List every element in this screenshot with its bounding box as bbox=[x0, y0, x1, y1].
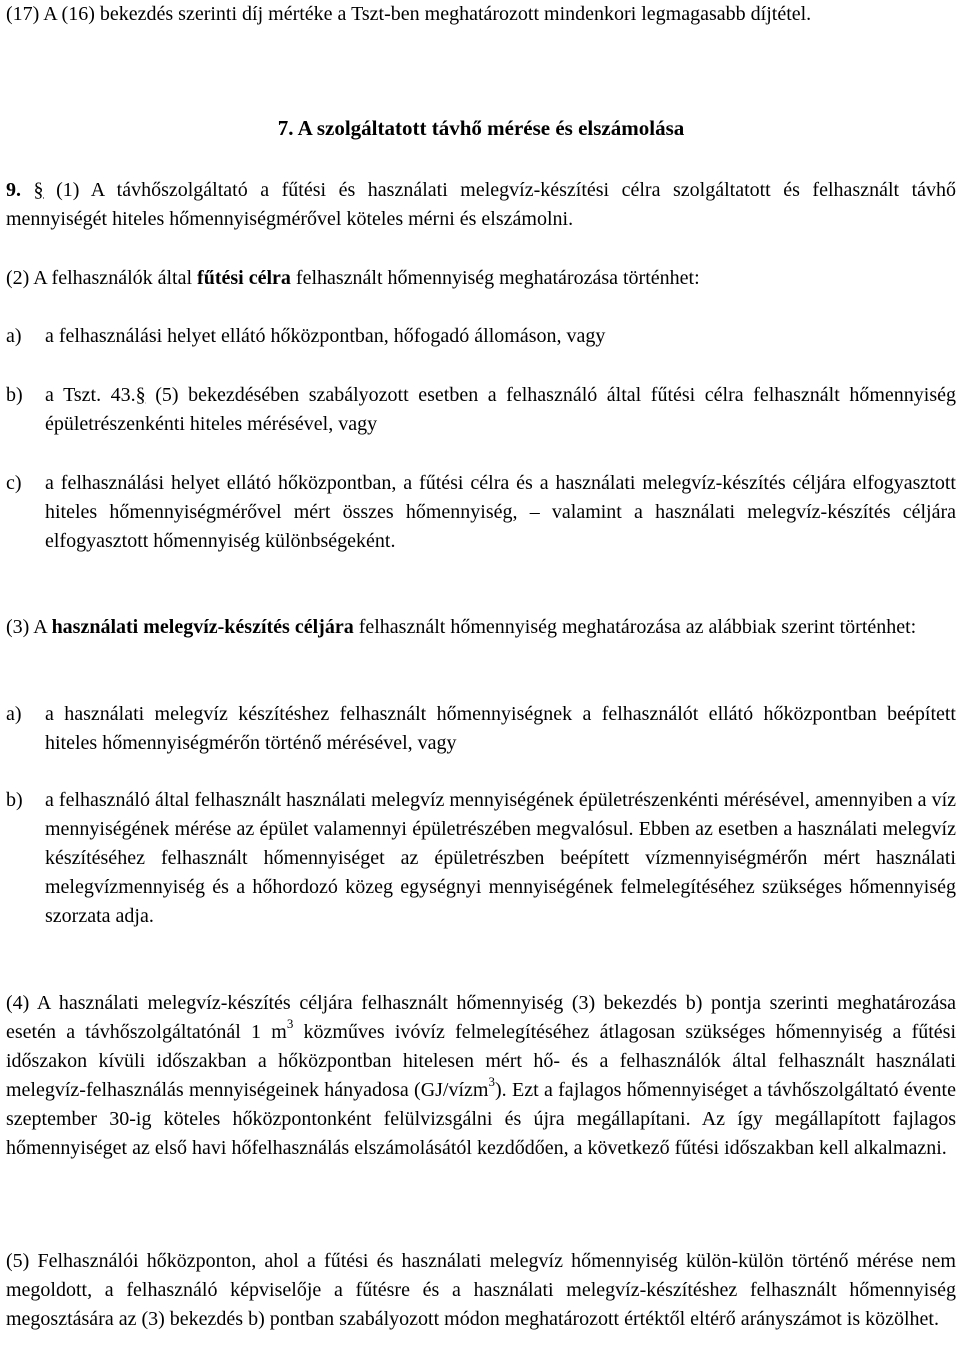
list-item-2c bbox=[6, 469, 956, 556]
paragraph-2-emphasis: fűtési célra bbox=[197, 267, 291, 289]
paragraph-2-suffix: felhasznált hőmennyiség meghatározása történhet: bbox=[295, 267, 700, 289]
paragraph-4-part-3: ). Ezt a fajlagos hőmennyiséget a távhőszolgáltató évente szeptember 30-ig köteles hőközpontonként felülvizsgálni és újra megállapítani. Az így megállapított fajlagos hőmennyiséget az első havi hőfelhasználás elszámolásától kezdődően, a következő fűtési időszakban kell alkalmazni. bbox=[6, 1079, 956, 1159]
list-item-label: c) bbox=[6, 472, 22, 494]
section-9-paragraph-4 bbox=[6, 989, 956, 1163]
section-7-heading: 7. A szolgáltatott távhő mérése és elszámolása bbox=[277, 116, 685, 140]
list-item-text-suffix: (5) bekezdésében szabályozott esetben a felhasználó által fűtési célra felhasznált hőmennyiség épületrészenkénti hiteles mérésével, vagy bbox=[45, 384, 957, 435]
section-9-paragraph-5: (5) Felhasználói hőközponton, ahol a fűtési és használati melegvíz hőmennyiség külön-külön történő mérése nem megoldott, a felhasználó képviselője a fűtésre és a használati melegvíz-készítéshez felhasznált hőmennyiség megosztására az (3) bekezdés b) pontban szabályozott módon meghatározott értéktől eltérő arányszámot is közölhet. bbox=[6, 1250, 956, 1330]
list-item-text: a használati melegvíz készítéshez felhasznált hőmennyiségnek a felhasználót ellátó hőközpontban beépített hiteles hőmennyiségmérőn történő mérésével, vagy bbox=[45, 703, 956, 754]
section-sign-icon: § bbox=[135, 384, 146, 406]
paragraph-4-part-1: (4) A használati melegvíz-készítés céljára felhasznált hőmennyiség (3) bekezdés b) pontja szerinti meghatározása esetén a távhőszolgáltatónál 1 m bbox=[6, 992, 956, 1043]
list-item-label: b) bbox=[6, 789, 23, 811]
list-item-text: a felhasználási helyet ellátó hőközpontban, a fűtési célra és a használati melegvíz-készítés céljára elfogyasztott hiteles hőmennyiségmérővel mért összes hőmennyiség, – valamint a használati melegvíz-készítés céljára elfogyasztott hőmennyiség különbségeként. bbox=[45, 472, 956, 552]
section-number: 9. bbox=[6, 179, 21, 201]
list-item-label: a) bbox=[6, 325, 22, 347]
superscript-cubic: 3 bbox=[488, 1074, 495, 1090]
section-sign-icon: § bbox=[33, 179, 44, 201]
paragraph-3-emphasis: használati melegvíz-készítés céljára bbox=[51, 616, 354, 638]
superscript-cubic: 3 bbox=[286, 1016, 294, 1032]
list-item-3b bbox=[6, 786, 956, 931]
section-9-paragraph-3 bbox=[6, 613, 916, 642]
list-item-2a bbox=[6, 322, 956, 351]
section-9-paragraph-1 bbox=[6, 176, 956, 234]
paragraph-17: (17) A (16) bekezdés szerinti díj mértéke a Tszt-ben meghatározott mindenkori legmagasabb díjtétel. bbox=[6, 3, 812, 25]
paragraph-3-suffix: felhasznált hőmennyiség meghatározása az alábbiak szerint történhet: bbox=[358, 616, 917, 638]
paragraph-2-prefix: (2) A felhasználók által bbox=[6, 267, 193, 289]
list-item-label: b) bbox=[6, 384, 23, 406]
section-9-paragraph-2 bbox=[6, 264, 700, 293]
paragraph-1-text: (1) A távhőszolgáltató a fűtési és használati melegvíz-készítési célra szolgáltatott és felhasznált távhő mennyiségét hiteles hőmennyiségmérővel köteles mérni és elszámolni. bbox=[6, 179, 957, 230]
list-item-label: a) bbox=[6, 703, 22, 725]
list-item-3a bbox=[6, 700, 956, 758]
paragraph-4-part-2: közműves ivóvíz felmelegítéséhez átlagosan szükséges hőmennyiség a fűtési időszakon kívüli időszakban a hőközpontban hitelesen mért hő- és a felhasználók által felhasznált használati melegvíz-felhasználás mennyiségeinek hányadosa (GJ/vízm bbox=[6, 1021, 957, 1101]
list-item-text: a felhasználási helyet ellátó hőközpontban, hőfogadó állomáson, vagy bbox=[45, 325, 606, 347]
paragraph-3-prefix: (3) A bbox=[6, 616, 47, 638]
list-item-text: a felhasználó által felhasznált használati melegvíz mennyiségének épületrészenkénti mérésével, amennyiben a víz mennyiségének mérése az épület valamennyi épületrészében megvalósul. Ebben az esetben a használati melegvíz készítéséhez felhasznált hőmennyiséget az épületrészben beépített vízmennyiségmérőn mért használati melegvízmennyiség és a hőhordozó közeg egységnyi mennyiségének felmelegítéséhez szükséges hőmennyiség szorzata adja. bbox=[45, 789, 956, 927]
list-item-text bbox=[45, 381, 956, 439]
list-item-2b bbox=[6, 381, 956, 439]
list-item-text-prefix: a Tszt. 43. bbox=[45, 384, 136, 406]
